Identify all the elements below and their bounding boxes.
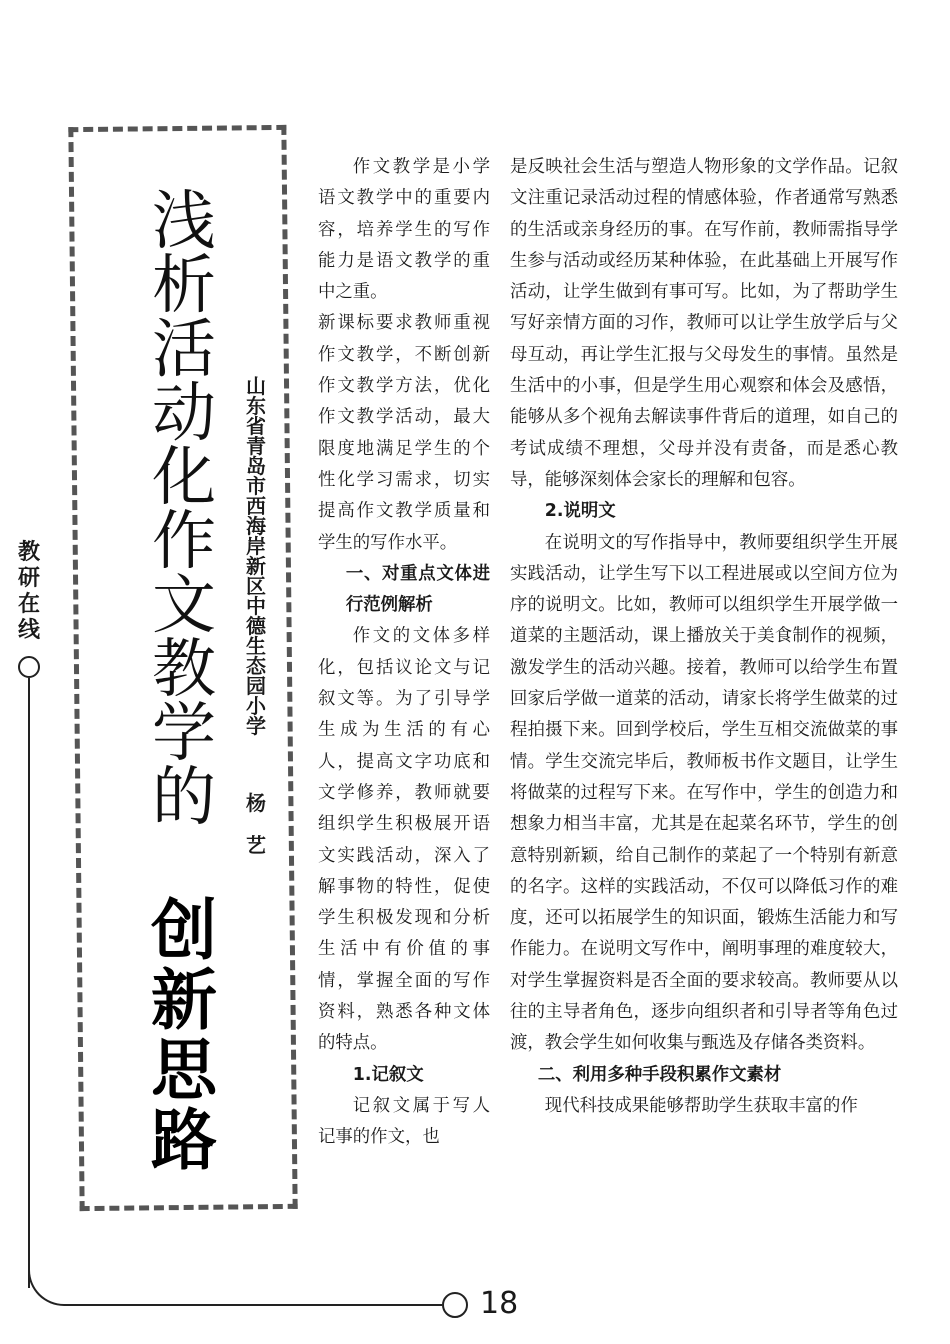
intro-paragraph: 作文教学是小学语文教学中的重要内容，培养学生的写作能力是语文教学的重中之重。 <box>318 157 490 303</box>
bottom-rule <box>86 1304 442 1306</box>
margin-curve-ornament <box>28 1270 88 1306</box>
text-column-right <box>510 152 898 1122</box>
subheading-expository: 2.说明文 <box>544 501 616 522</box>
margin-vertical-line <box>28 678 30 1288</box>
body-paragraph: 作文的文体多样化，包括议论文与记叙文等。为了引导学生成为生活的有心人，提高文字功底和文学修养，教师就要组织学生积极展开语文实践活动，深入了解事物的特性，促使学生积极发现和分析生活中有价值的事情，掌握全面的写作资料，熟悉各种文体的特点。 <box>318 626 490 1054</box>
body-paragraph: 记叙文属于写人记事的作文，也 <box>318 1095 490 1148</box>
section-label: 教研在线 <box>17 540 40 643</box>
author-name: 杨艺 <box>246 791 266 857</box>
page-number-circle <box>442 1292 468 1318</box>
article-title-emphasis: 创新思路 <box>151 892 217 1179</box>
text-column-left <box>318 152 490 1154</box>
page-number: 18 <box>480 1286 519 1321</box>
body-paragraph: 在说明文的写作指导中，教师要组织学生开展实践活动，让学生写下以工程进展或以空间方位为序的说明文。比如，教师可以组织学生开展学做一道菜的主题活动，课上播放关于美食制作的视频，激发学生的活动兴趣。接着，教师可以给学生布置回家后学做一道菜的活动，请家长将学生做菜的过程拍摄下来。回到学校后，学生互相交流做菜的事情。学生交流完毕后，教师板书作文题目，让学生将做菜的过程写下来。在写作中，学生的创造力和想象力相当丰富，尤其是在起菜名环节，学生的创意特别新颖，给自己制作的菜起了一个特别有新意的名字。这样的实践活动，不仅可以降低习作的难度，还可以拓展学生的知识面，锻炼生活能力和写作能力。在说明文写作中，阐明事理的难度较大，对学生掌握资料是否全面的要求较高。教师要从以往的主导者角色，逐步向组织者和引导者等角色过渡，教会学生如何收集与甄选及存储各类资料。 <box>510 532 898 1054</box>
article-title: 浅析活动化作文教学的 <box>152 185 216 835</box>
body-paragraph-continued: 是反映社会生活与塑造人物形象的文学作品。记叙文注重记录活动过程的情感体验，作者通常写熟悉的生活或亲身经历的事。在写作前，教师需指导学生参与活动或经历某种体验，在此基础上开展写作活动，让学生做到有事可写。比如，为了帮助学生写好亲情方面的习作，教师可以让学生放学后与父母互动，再让学生汇报与父母发生的事情。虽然是生活中的小事，但是学生用心观察和体会及感悟，能够从多个视角去解读事件背后的道理，如自己的考试成绩不理想，父母并没有责备，而是悉心教导，能够深刻体会家长的理解和包容。 <box>510 157 898 490</box>
margin-circle-ornament <box>18 656 40 678</box>
subheading-narrative: 1.记叙文 <box>352 1064 424 1085</box>
author-affiliation: 山东省青岛市西海岸新区中德生态园小学 <box>246 374 266 738</box>
section-heading-2: 二、利用多种手段积累作文素材 <box>537 1064 782 1085</box>
intro-paragraph-2: 新课标要求教师重视作文教学，不断创新作文教学方法，优化作文教学活动，最大限度地满足学生的个性化学习需求，切实提高作文教学质量和学生的写作水平。 <box>318 313 490 553</box>
section-heading-1: 一、对重点文体进行范例解析 <box>345 563 490 616</box>
body-paragraph: 现代科技成果能够帮助学生获取丰富的作 <box>544 1095 858 1116</box>
